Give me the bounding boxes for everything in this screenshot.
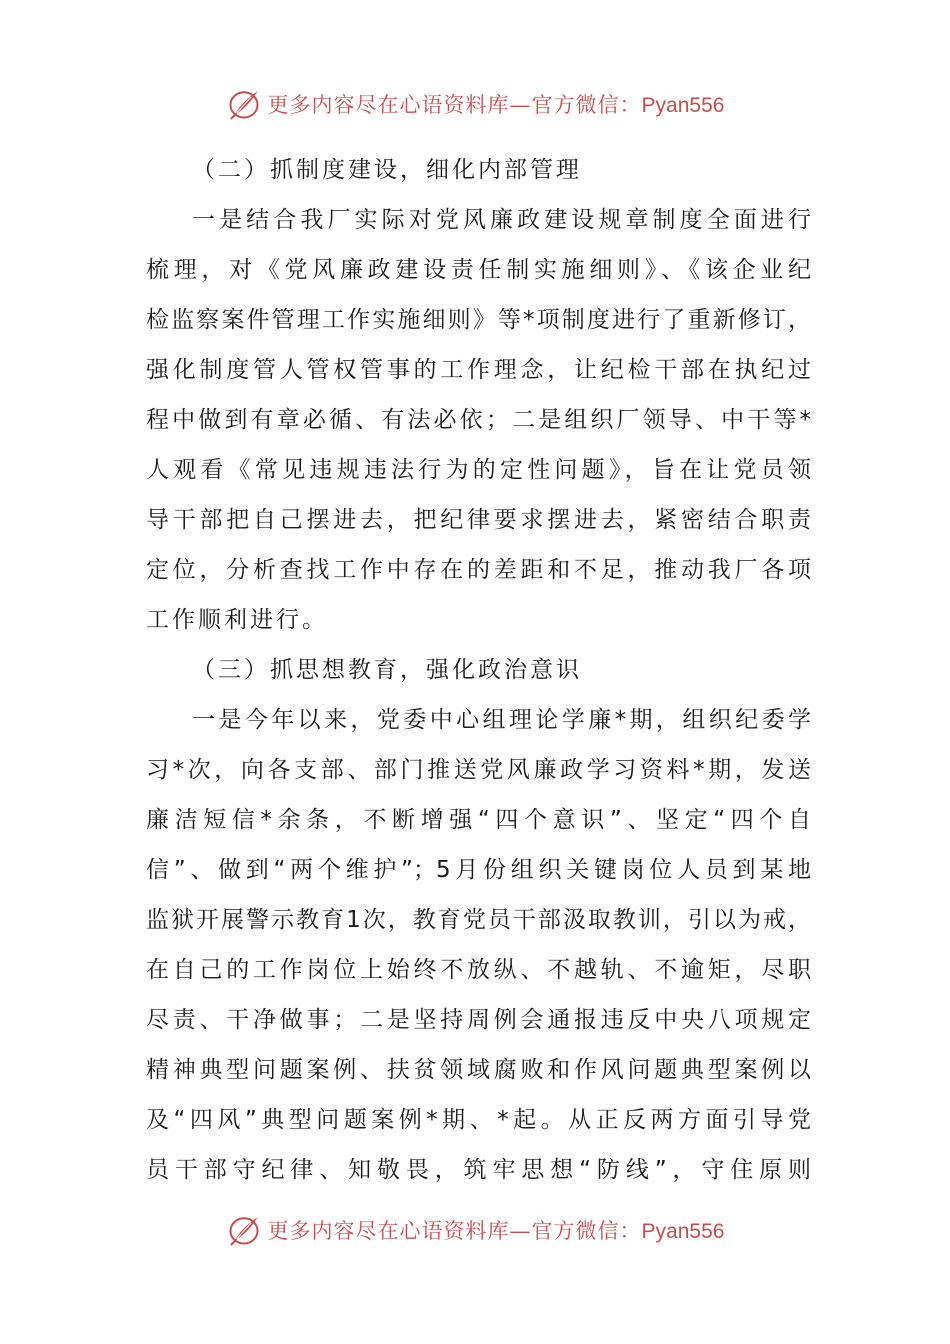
paragraph-line: 一是今年以来，党委中心组理论学廉*期，组织纪委学 bbox=[192, 707, 811, 733]
watermark-wechat-id: Pyan556 bbox=[641, 1220, 725, 1243]
paragraph-line: 梳理，对《党风廉政建设责任制实施细则》、《该企业纪 bbox=[146, 257, 811, 283]
paragraph-line: 监狱开展警示教育1次，教育党员干部汲取教训，引以为戒， bbox=[146, 907, 811, 933]
header-watermark bbox=[0, 84, 950, 124]
paragraph-line: 习*次，向各支部、部门推送党风廉政学习资料*期，发送 bbox=[146, 757, 811, 783]
paragraph-line: 强化制度管人管权管事的工作理念，让纪检干部在执纪过 bbox=[146, 357, 811, 383]
paragraph-line: 及“四风”典型问题案例*期、*起。从正反两方面引导党 bbox=[146, 1107, 811, 1133]
paragraph-line: 导干部把自己摆进去，把纪律要求摆进去，紧密结合职责 bbox=[146, 507, 811, 533]
pen-feather-logo-icon bbox=[226, 86, 262, 122]
pen-feather-logo-icon bbox=[226, 1212, 262, 1248]
paragraph-line: 员干部守纪律、知敬畏，筑牢思想“防线”，守住原则 bbox=[146, 1157, 811, 1183]
paragraph-line: 程中做到有章必循、有法必依；二是组织厂领导、中干等* bbox=[146, 407, 811, 433]
section-heading: （三）抓思想教育，强化政治意识 bbox=[192, 657, 582, 683]
paragraph-line: 在自己的工作岗位上始终不放纵、不越轨、不逾矩，尽职 bbox=[146, 957, 811, 983]
paragraph-line: 精神典型问题案例、扶贫领域腐败和作风问题典型案例以 bbox=[146, 1057, 811, 1083]
paragraph-line: 信”、做到“两个维护”；5月份组织关键岗位人员到某地 bbox=[146, 857, 811, 883]
watermark-text: 更多内容尽在心语资料库—官方微信： bbox=[267, 93, 642, 117]
paragraph-line: 工作顺利进行。 bbox=[146, 607, 328, 633]
watermark-wechat-id: Pyan556 bbox=[641, 94, 725, 117]
paragraph-line: 廉洁短信*余条，不断增强“四个意识”、坚定“四个自 bbox=[146, 807, 811, 833]
document-body bbox=[146, 145, 811, 1195]
section-heading: （二）抓制度建设，细化内部管理 bbox=[192, 157, 582, 183]
paragraph-line: 检监察案件管理工作实施细则》等*项制度进行了重新修订， bbox=[146, 307, 811, 333]
watermark-text: 更多内容尽在心语资料库—官方微信： bbox=[267, 1219, 642, 1243]
footer-watermark bbox=[0, 1210, 950, 1250]
paragraph-line: 定位，分析查找工作中存在的差距和不足，推动我厂各项 bbox=[146, 557, 811, 583]
paragraph-line: 一是结合我厂实际对党风廉政建设规章制度全面进行 bbox=[192, 207, 811, 233]
watermark-slogan bbox=[268, 89, 725, 119]
watermark-slogan bbox=[268, 1215, 725, 1245]
paragraph-line: 尽责、干净做事；二是坚持周例会通报违反中央八项规定 bbox=[146, 1007, 811, 1033]
paragraph-line: 人观看《常见违规违法行为的定性问题》，旨在让党员领 bbox=[146, 457, 811, 483]
